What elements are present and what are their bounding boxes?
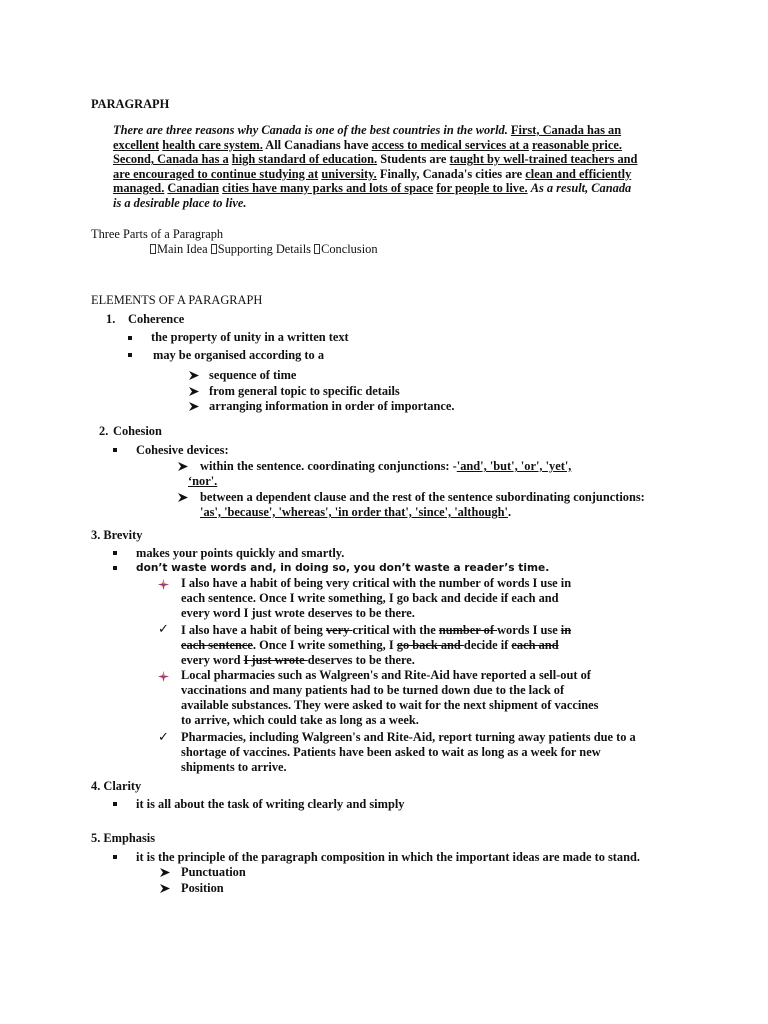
brevity-example-line: every word I just wrote deserves to be there.	[181, 606, 415, 620]
brevity-example-line: to arrive, which could take as long as a week.	[181, 713, 419, 727]
brevity-example-line: vaccinations and many patients had to be turned down due to the lack of	[181, 683, 565, 697]
coherence-arrow-item: sequence of time	[209, 368, 297, 382]
brevity-edited-line	[181, 623, 571, 638]
example-paragraph	[113, 123, 653, 211]
brevity-example-line: shortage of vaccines. Patients have been asked to wait as long as a week for new	[181, 745, 601, 759]
part-supporting-details: Supporting Details	[217, 242, 311, 256]
edited-text: decide if	[463, 638, 512, 652]
deleted-text: in	[560, 623, 572, 637]
brevity-example-line: I also have a habit of being very critical with the number of words I use in	[181, 576, 572, 590]
brevity-example-line: shipments to arrive.	[181, 760, 287, 774]
square-bullet-icon	[113, 566, 117, 570]
example-text: are encouraged to continue studying at	[113, 166, 319, 181]
emphasis-arrow-item: Position	[181, 881, 224, 895]
edited-text: every word	[181, 653, 244, 667]
coordinating-conjunction-nor: ‘nor'.	[188, 474, 218, 488]
example-text: health care system.	[162, 137, 263, 152]
deleted-text: very	[325, 623, 353, 637]
example-text: university.	[321, 166, 377, 181]
part-main-idea: Main Idea	[157, 242, 208, 256]
example-text: Canadian	[167, 181, 220, 196]
checkmark-icon: ✓	[158, 621, 169, 636]
edited-text: critical with the	[352, 623, 439, 637]
cohesion-arrow-item	[200, 459, 571, 474]
emphasis-title: 5. Emphasis	[91, 831, 156, 845]
coherence-arrow-item: arranging information in order of importance.	[209, 399, 455, 413]
edited-text: deserves to be there.	[307, 653, 415, 667]
cohesion-text: 'as', 'because', 'whereas', 'in order that', 'since', 'although'	[200, 505, 508, 519]
square-bullet-icon	[128, 336, 132, 340]
checkbox-icon	[150, 244, 156, 254]
elements-heading: ELEMENTS OF A PARAGRAPH	[91, 293, 263, 307]
coherence-title: Coherence	[128, 312, 185, 326]
example-conclusion: As a result, Canada	[530, 181, 632, 196]
brevity-example-line: Pharmacies, including Walgreen's and Rite-Aid, report turning away patients due to a	[181, 730, 636, 744]
example-text: All Canadians have	[265, 137, 369, 152]
part-conclusion: Conclusion	[321, 242, 378, 256]
arrow-bullet-icon	[159, 883, 171, 894]
coherence-arrow-item: from general topic to specific details	[209, 384, 400, 398]
subordinating-conjunctions	[200, 505, 511, 520]
square-bullet-icon	[113, 448, 117, 452]
brevity-bullet: don’t waste words and, in doing so, you don’t waste a reader’s time.	[136, 562, 550, 574]
deleted-text: each and	[511, 638, 559, 652]
example-text: high standard of education.	[231, 152, 378, 167]
coherence-bullet: may be organised according to a	[153, 348, 325, 362]
brevity-example-line: each sentence. Once I write something, I go back and decide if each and	[181, 591, 559, 605]
coherence-bullet: the property of unity in a written text	[151, 330, 349, 344]
brevity-bullet: makes your points quickly and smartly.	[136, 546, 345, 560]
example-text: taught by well-trained teachers and	[449, 152, 638, 167]
star-bullet-icon	[158, 671, 169, 682]
clarity-title: 4. Clarity	[91, 779, 142, 793]
example-text: excellent	[113, 137, 160, 152]
cohesion-text: .	[507, 505, 512, 519]
example-text: Students are	[380, 152, 447, 167]
parts-title: Three Parts of a Paragraph	[91, 227, 224, 241]
brevity-edited-line	[181, 653, 415, 668]
deleted-text: go back and	[396, 638, 464, 652]
arrow-bullet-icon	[188, 386, 200, 397]
cohesion-text: within the sentence. coordinating conjunctions: -	[200, 459, 457, 473]
arrow-bullet-icon	[177, 461, 189, 472]
arrow-bullet-icon	[159, 867, 171, 878]
example-text: for people to live.	[436, 181, 528, 196]
edited-text: words I use	[497, 623, 561, 637]
example-topic-sentence: There are three reasons why Canada is one of the best countries in the world.	[113, 123, 508, 137]
cohesion-bullet: Cohesive devices:	[136, 443, 229, 457]
checkbox-icon	[211, 244, 217, 254]
coherence-number: 1.	[106, 312, 116, 326]
emphasis-bullet: it is the principle of the paragraph composition in which the important ideas are made to stand.	[136, 850, 641, 864]
emphasis-arrow-item: Punctuation	[181, 865, 246, 879]
example-text: cities have many parks and lots of space	[222, 181, 434, 196]
deleted-text: each sentence	[181, 638, 253, 652]
square-bullet-icon	[113, 855, 117, 859]
square-bullet-icon	[113, 551, 117, 555]
example-text: reasonable price.	[532, 137, 622, 152]
example-second-reason: Second, Canada has a	[113, 152, 229, 167]
coordinating-conjunctions: 'and', 'but', 'or', 'yet',	[456, 459, 572, 473]
example-first-reason: First, Canada has an	[510, 123, 622, 137]
brevity-edited-line	[181, 638, 559, 653]
star-bullet-icon	[158, 579, 169, 590]
checkmark-icon: ✓	[158, 729, 169, 744]
example-third-reason: Finally, Canada's cities are	[379, 166, 523, 181]
paragraph-heading: PARAGRAPH	[91, 97, 170, 111]
brevity-example-line: available substances. They were asked to wait for the next shipment of vaccines	[181, 698, 599, 712]
cohesion-arrow-item: between a dependent clause and the rest of the sentence subordinating conjunctions:	[200, 490, 645, 504]
deleted-text: I just wrote	[243, 653, 308, 667]
parts-list	[150, 242, 378, 257]
brevity-title: 3. Brevity	[91, 528, 143, 542]
deleted-text: number of	[438, 623, 498, 637]
brevity-example-line: Local pharmacies such as Walgreen's and Rite-Aid have reported a sell-out of	[181, 668, 591, 682]
example-text: managed.	[113, 181, 165, 196]
clarity-bullet: it is all about the task of writing clearly and simply	[136, 797, 405, 811]
checkbox-icon	[314, 244, 320, 254]
example-conclusion: is a desirable place to live.	[113, 195, 247, 210]
cohesion-title: Cohesion	[113, 424, 162, 438]
example-text: access to medical services at a	[371, 137, 529, 152]
arrow-bullet-icon	[188, 370, 200, 381]
arrow-bullet-icon	[177, 492, 189, 503]
square-bullet-icon	[113, 802, 117, 806]
cohesion-number: 2.	[99, 424, 109, 438]
arrow-bullet-icon	[188, 401, 200, 412]
edited-text: I also have a habit of being	[181, 623, 326, 637]
example-text: clean and efficiently	[525, 166, 632, 181]
edited-text: . Once I write something, I	[252, 638, 397, 652]
square-bullet-icon	[128, 353, 132, 357]
